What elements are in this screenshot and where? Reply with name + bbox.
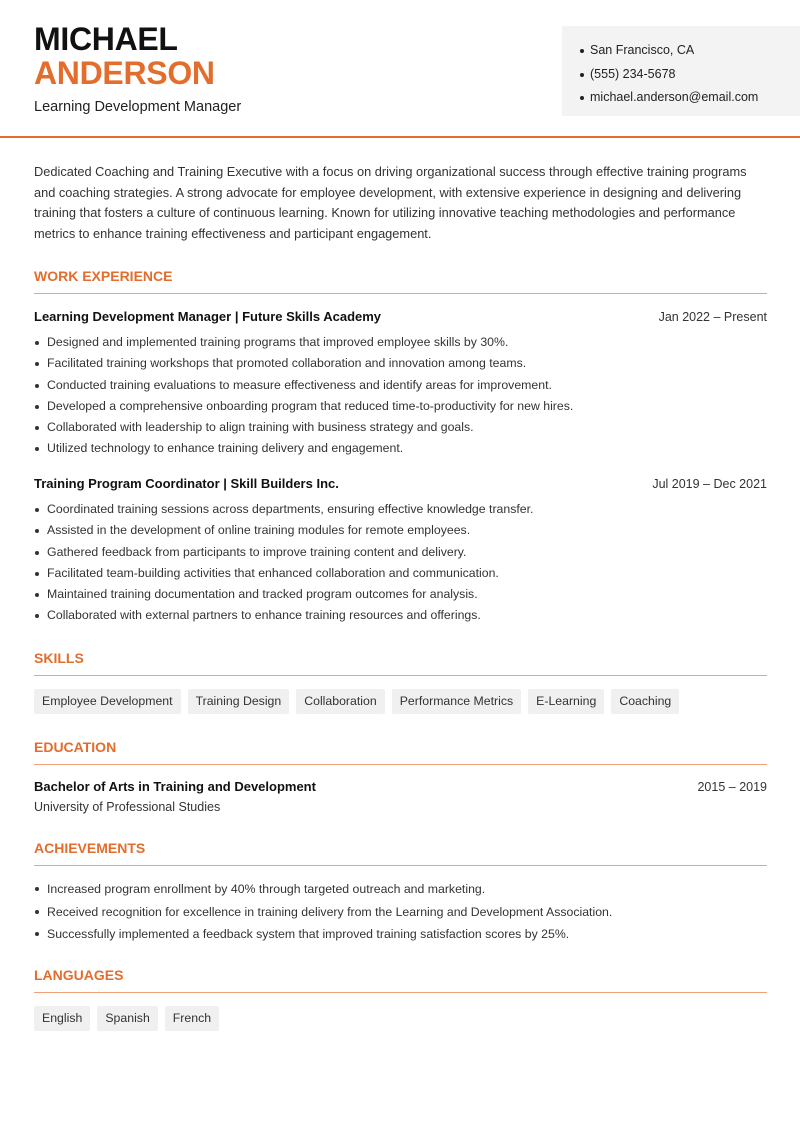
achievements-list: [34, 878, 767, 946]
list-item: Developed a comprehensive onboarding program that reduced time-to-productivity for new hires.: [34, 396, 767, 417]
list-item: Facilitated training workshops that promoted collaboration and innovation among teams.: [34, 353, 767, 374]
language-tag: French: [165, 1006, 219, 1031]
degree: Bachelor of Arts in Training and Development: [34, 779, 316, 794]
contact-phone: (555) 234-5678: [580, 63, 758, 87]
list-item: Collaborated with external partners to enhance training resources and offerings.: [34, 605, 767, 626]
summary: Dedicated Coaching and Training Executive with a focus on driving organizational success through effective training programs and coaching strategies. A strong advocate for employee development, with extensive experience in designing and delivering training that fosters a culture of continuous learning. Known for utilizing innovative teaching methodologies and performance metrics to enhance training effectiveness and participant engagement.: [34, 164, 747, 242]
resume-header: [0, 0, 800, 138]
section-title-achievements: ACHIEVEMENTS: [34, 840, 767, 866]
section-title-education: EDUCATION: [34, 739, 767, 765]
skills-tags: [34, 689, 767, 714]
language-tag: Spanish: [97, 1006, 157, 1031]
job-title: Learning Development Manager | Future Skills Academy: [34, 309, 382, 324]
skill-tag: Employee Development: [34, 689, 181, 714]
section-title-work: WORK EXPERIENCE: [34, 268, 767, 294]
language-tags: [34, 1006, 767, 1031]
skill-tag: Training Design: [188, 689, 290, 714]
contact-location: San Francisco, CA: [580, 39, 758, 63]
list-item: Received recognition for excellence in training delivery from the Learning and Development Association.: [34, 901, 767, 924]
skill-tag: Collaboration: [296, 689, 384, 714]
job-role: Learning Development Manager: [34, 99, 242, 115]
list-item: Coordinated training sessions across departments, ensuring effective knowledge transfer.: [34, 499, 767, 520]
contact-box: [562, 26, 800, 116]
skill-tag: Performance Metrics: [392, 689, 521, 714]
job-2-bullets: [34, 499, 767, 627]
list-item: Conducted training evaluations to measure effectiveness and identify areas for improvement.: [34, 375, 767, 396]
section-title-languages: LANGUAGES: [34, 967, 767, 993]
list-item: Designed and implemented training programs that improved employee skills by 30%.: [34, 332, 767, 353]
skill-tag: Coaching: [611, 689, 679, 714]
job-title: Training Program Coordinator | Skill Builders Inc.: [34, 476, 339, 491]
job-2-header: [34, 476, 767, 491]
school: University of Professional Studies: [34, 800, 221, 814]
list-item: Assisted in the development of online training modules for remote employees.: [34, 520, 767, 541]
contact-email: michael.anderson@email.com: [580, 86, 758, 110]
language-tag: English: [34, 1006, 90, 1031]
list-item: Utilized technology to enhance training delivery and engagement.: [34, 438, 767, 459]
job-date: Jul 2019 – Dec 2021: [652, 477, 767, 491]
skill-tag: E-Learning: [528, 689, 604, 714]
candidate-name: [34, 22, 215, 90]
job-date: Jan 2022 – Present: [658, 310, 767, 324]
section-title-skills: SKILLS: [34, 650, 767, 676]
list-item: Facilitated team-building activities that enhanced collaboration and communication.: [34, 563, 767, 584]
list-item: Gathered feedback from participants to improve training content and delivery.: [34, 542, 767, 563]
job-1-header: [34, 309, 767, 324]
first-name: MICHAEL: [34, 21, 178, 57]
education-date: 2015 – 2019: [697, 780, 767, 794]
last-name: ANDERSON: [34, 55, 215, 91]
list-item: Maintained training documentation and tracked program outcomes for analysis.: [34, 584, 767, 605]
job-1-bullets: [34, 332, 767, 460]
list-item: Successfully implemented a feedback system that improved training satisfaction scores by 25%.: [34, 923, 767, 946]
list-item: Increased program enrollment by 40% through targeted outreach and marketing.: [34, 878, 767, 901]
education-header: [34, 779, 767, 794]
list-item: Collaborated with leadership to align training with business strategy and goals.: [34, 417, 767, 438]
